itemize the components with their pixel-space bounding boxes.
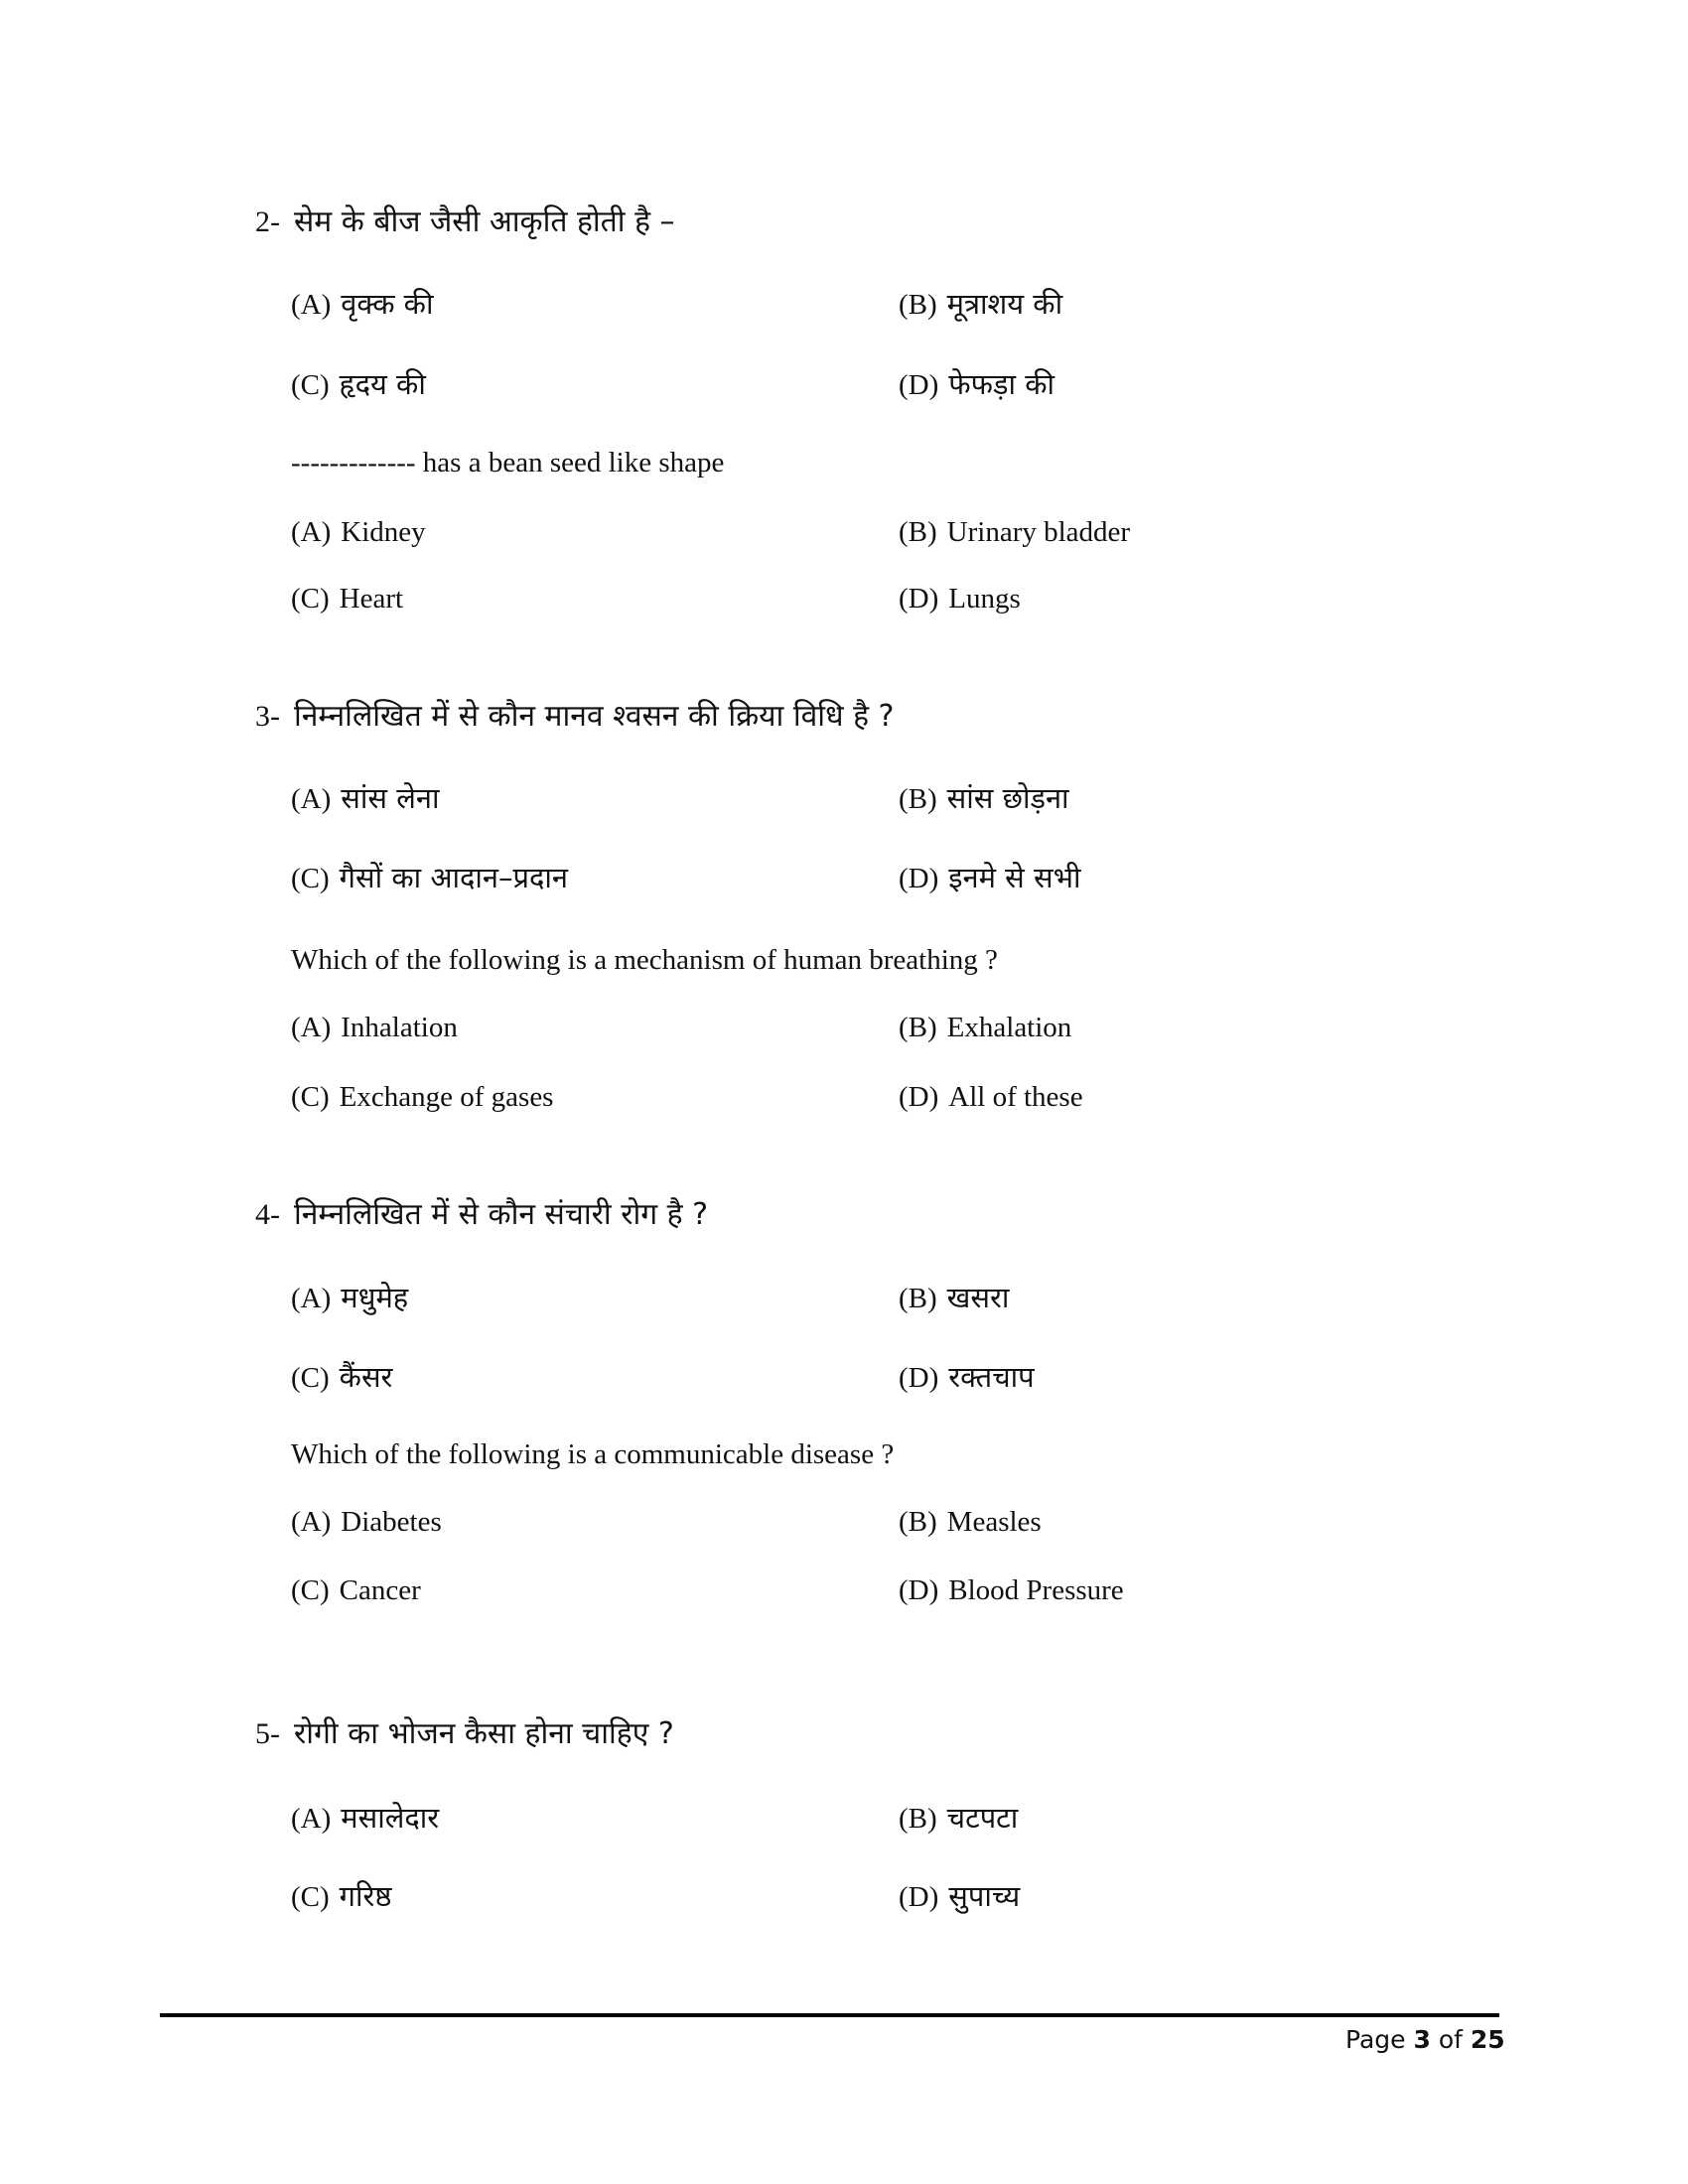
page-word: Page bbox=[1345, 2025, 1406, 2054]
option-label: (B) bbox=[899, 1803, 937, 1835]
question-text: रोगी का भोजन कैसा होना चाहिए ? bbox=[294, 1716, 674, 1751]
option-text: इनमे से सभी bbox=[948, 861, 1081, 894]
question-text: निम्नलिखित में से कौन संचारी रोग है ? bbox=[294, 1197, 709, 1232]
question-3-hindi bbox=[255, 699, 895, 734]
option-text: कैंसर bbox=[339, 1360, 393, 1394]
option-5d-hindi bbox=[899, 1879, 1021, 1913]
question-number: 2- bbox=[255, 205, 280, 238]
option-5b-hindi bbox=[899, 1801, 1019, 1835]
option-4c-english bbox=[291, 1576, 421, 1605]
option-text: Cancer bbox=[339, 1574, 421, 1606]
option-label: (B) bbox=[899, 1506, 937, 1538]
option-text: All of these bbox=[948, 1081, 1083, 1113]
option-4a-english bbox=[291, 1508, 442, 1537]
option-label: (D) bbox=[899, 1362, 939, 1394]
of-word: of bbox=[1438, 2025, 1463, 2054]
option-2c-hindi bbox=[291, 367, 426, 401]
option-label: (D) bbox=[899, 583, 939, 614]
option-text: वृक्क की bbox=[341, 287, 434, 321]
option-2d-english bbox=[899, 585, 1021, 614]
option-text: हृदय की bbox=[339, 367, 426, 401]
option-label: (C) bbox=[291, 1881, 330, 1913]
option-label: (A) bbox=[291, 1012, 332, 1043]
option-text: चटपटा bbox=[946, 1801, 1019, 1835]
option-label: (A) bbox=[291, 516, 332, 548]
option-text: Measles bbox=[946, 1506, 1042, 1538]
option-2a-hindi bbox=[291, 287, 434, 321]
option-label: (A) bbox=[291, 1283, 332, 1314]
question-3-english: Which of the following is a mechanism of human breathing ? bbox=[291, 944, 998, 976]
option-label: (B) bbox=[899, 516, 937, 548]
option-label: (D) bbox=[899, 1574, 939, 1606]
option-label: (B) bbox=[899, 1012, 937, 1043]
option-text: Heart bbox=[339, 583, 404, 614]
option-text: सांस छोड़ना bbox=[946, 781, 1069, 815]
option-label: (B) bbox=[899, 289, 937, 321]
option-text: Lungs bbox=[948, 583, 1021, 614]
question-number: 4- bbox=[255, 1198, 280, 1231]
option-label: (A) bbox=[291, 1506, 332, 1538]
option-5a-hindi bbox=[291, 1801, 440, 1835]
option-4d-english bbox=[899, 1576, 1124, 1605]
option-text: Inhalation bbox=[341, 1012, 458, 1043]
option-2d-hindi bbox=[899, 367, 1055, 401]
question-4-hindi bbox=[255, 1197, 709, 1232]
option-label: (A) bbox=[291, 1803, 332, 1835]
option-label: (C) bbox=[291, 1362, 330, 1394]
option-2c-english bbox=[291, 585, 403, 614]
option-label: (C) bbox=[291, 863, 330, 894]
option-label: (A) bbox=[291, 783, 332, 815]
option-label: (D) bbox=[899, 369, 939, 401]
total-pages: 25 bbox=[1470, 2025, 1505, 2054]
option-text: खसरा bbox=[946, 1281, 1010, 1314]
option-4b-english bbox=[899, 1508, 1042, 1537]
option-text: गैसों का आदान–प्रदान bbox=[339, 861, 568, 894]
option-2b-english bbox=[899, 518, 1130, 547]
option-text: मूत्राशय की bbox=[946, 287, 1063, 321]
option-3c-hindi bbox=[291, 861, 568, 894]
option-3b-hindi bbox=[899, 781, 1069, 815]
option-3a-hindi bbox=[291, 781, 440, 815]
question-number: 5- bbox=[255, 1717, 280, 1750]
question-5-hindi bbox=[255, 1716, 674, 1751]
option-4d-hindi bbox=[899, 1360, 1035, 1394]
option-3c-english bbox=[291, 1083, 553, 1112]
question-2-english: ------------- has a bean seed like shape bbox=[291, 447, 725, 478]
option-label: (C) bbox=[291, 1081, 330, 1113]
option-label: (C) bbox=[291, 1574, 330, 1606]
option-text: Diabetes bbox=[341, 1506, 442, 1538]
option-3a-english bbox=[291, 1014, 458, 1042]
question-4-english: Which of the following is a communicable disease ? bbox=[291, 1438, 895, 1470]
option-text: गरिष्ठ bbox=[339, 1879, 392, 1913]
option-4a-hindi bbox=[291, 1281, 409, 1314]
question-2-hindi bbox=[255, 207, 675, 237]
option-3d-english bbox=[899, 1083, 1083, 1112]
option-text: Exchange of gases bbox=[339, 1081, 554, 1113]
page-indicator bbox=[1345, 2025, 1505, 2054]
option-text: Blood Pressure bbox=[948, 1574, 1124, 1606]
question-text: सेम के बीज जैसी आकृति होती है – bbox=[294, 205, 675, 239]
option-text: मधुमेह bbox=[341, 1281, 409, 1314]
option-2a-english bbox=[291, 518, 426, 547]
option-label: (D) bbox=[899, 1081, 939, 1113]
option-3b-english bbox=[899, 1014, 1071, 1042]
current-page: 3 bbox=[1413, 2025, 1431, 2054]
option-label: (B) bbox=[899, 783, 937, 815]
option-text: Exhalation bbox=[946, 1012, 1072, 1043]
option-label: (B) bbox=[899, 1283, 937, 1314]
option-label: (C) bbox=[291, 583, 330, 614]
question-number: 3- bbox=[255, 700, 280, 733]
footer-divider bbox=[160, 2013, 1499, 2017]
option-4b-hindi bbox=[899, 1281, 1010, 1314]
option-label: (C) bbox=[291, 369, 330, 401]
option-label: (A) bbox=[291, 289, 332, 321]
option-2b-hindi bbox=[899, 287, 1063, 321]
option-3d-hindi bbox=[899, 861, 1081, 894]
option-text: मसालेदार bbox=[341, 1801, 440, 1835]
option-4c-hindi bbox=[291, 1360, 393, 1394]
option-text: सुपाच्य bbox=[948, 1879, 1021, 1913]
option-5c-hindi bbox=[291, 1879, 392, 1913]
option-text: रक्तचाप bbox=[948, 1360, 1035, 1394]
option-text: सांस लेना bbox=[341, 781, 440, 815]
option-text: फेफड़ा की bbox=[948, 367, 1055, 401]
option-label: (D) bbox=[899, 1881, 939, 1913]
option-text: Urinary bladder bbox=[946, 516, 1131, 548]
option-label: (D) bbox=[899, 863, 939, 894]
question-text: निम्नलिखित में से कौन मानव श्वसन की क्रिया विधि है ? bbox=[294, 699, 895, 734]
option-text: Kidney bbox=[341, 516, 426, 548]
